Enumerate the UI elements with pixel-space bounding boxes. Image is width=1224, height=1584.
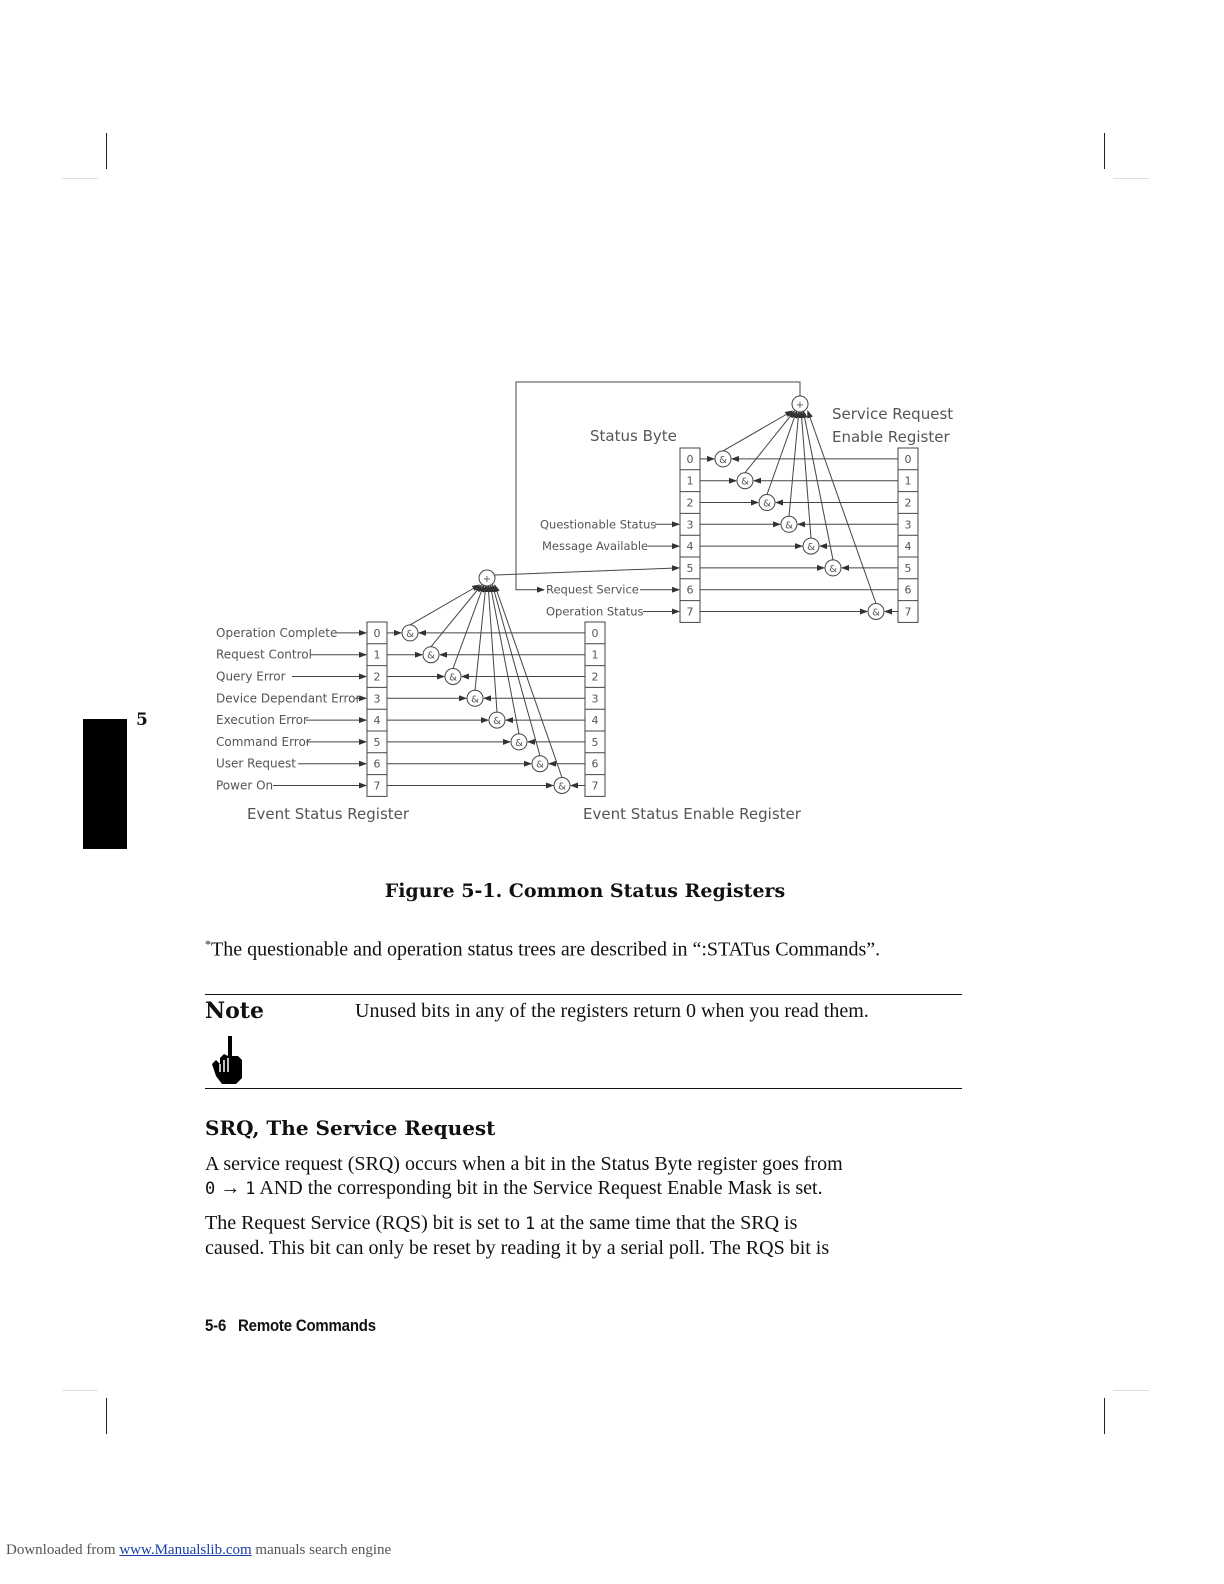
and-to-or-wire: [410, 585, 479, 625]
code-one: 1: [524, 1214, 536, 1234]
footer-title: Remote Commands: [238, 1316, 376, 1335]
register-bit-label: 3: [591, 692, 599, 706]
register-bit-label: 5: [686, 561, 694, 575]
and-gate-symbol: &: [785, 520, 793, 532]
esr-input-label: Operation Complete: [216, 625, 338, 640]
and-gate-symbol: &: [515, 737, 523, 749]
paragraph-text: The Request Service (RQS) bit is set to: [205, 1212, 525, 1234]
or-gate-symbol: +: [795, 400, 805, 411]
and-to-or-wire: [745, 411, 795, 473]
esr-input-label: Execution Error: [216, 713, 308, 728]
register-bit-label: 7: [904, 605, 912, 619]
sb-input-request: Request Service: [546, 582, 639, 597]
crop-mark: [106, 1398, 107, 1434]
note-rule-bottom: [205, 1088, 962, 1089]
rqs-feedback-wire: [516, 382, 800, 590]
esr-summary-wire: [495, 568, 679, 575]
and-to-or-wire: [723, 411, 792, 451]
footnote-text: The questionable and operation status trees are described in “:STATus Commands”.: [211, 938, 881, 961]
register-bit-label: 6: [904, 583, 912, 597]
register-bit-label: 2: [591, 670, 599, 684]
code-one: 1: [245, 1179, 256, 1199]
figure-caption: Figure 5-1. Common Status Registers: [384, 880, 786, 902]
section-heading: SRQ, The Service Request: [205, 1116, 496, 1140]
register-bit-label: 0: [373, 626, 381, 640]
crop-mark: [1104, 1398, 1105, 1434]
register-bit-label: 3: [373, 692, 381, 706]
and-to-or-wire: [801, 411, 811, 538]
and-gate-symbol: &: [829, 563, 837, 575]
register-bit-label: 0: [686, 452, 694, 466]
and-to-or-wire: [475, 585, 486, 690]
register-bit-label: 1: [373, 648, 381, 662]
download-suffix: manuals search engine: [251, 1542, 392, 1558]
esr-title: Event Status Register: [247, 805, 410, 823]
register-bit-label: 4: [373, 714, 381, 728]
register-bit-label: 7: [686, 605, 694, 619]
paragraph-text: at the same time that the SRQ is: [535, 1212, 798, 1234]
and-to-or-wire: [493, 585, 541, 756]
page-number: 5-6: [205, 1316, 227, 1335]
sb-input-message: Message Available: [542, 539, 649, 554]
and-gate-symbol: &: [558, 781, 566, 793]
srer-title-line1: Service Request: [832, 405, 954, 423]
and-gate-symbol: &: [449, 672, 457, 684]
register-bit-label: 6: [591, 757, 599, 771]
paragraph-rqs: [205, 1211, 965, 1260]
paragraph-srq: [205, 1152, 965, 1201]
sb-input-operation: Operation Status: [546, 604, 644, 619]
and-gate-symbol: &: [427, 650, 435, 662]
register-bit-label: 3: [904, 518, 912, 532]
note-rule-top: [205, 994, 962, 995]
and-gate-symbol: &: [406, 628, 414, 640]
code-zero: 0: [205, 1179, 216, 1199]
paragraph-text: A service request (SRQ) occurs when a bit in the Status Byte register goes from: [205, 1153, 843, 1175]
and-gate-symbol: &: [471, 694, 479, 706]
manualslib-link[interactable]: www.Manualslib.com: [119, 1542, 252, 1558]
register-bit-label: 6: [373, 757, 381, 771]
register-bit-label: 0: [904, 452, 912, 466]
and-gate-symbol: &: [872, 607, 880, 619]
esr-input-label: User Request: [216, 756, 296, 771]
page-footer: [205, 1316, 376, 1336]
register-bit-label: 5: [904, 561, 912, 575]
crop-mark: [1113, 1390, 1149, 1391]
esr-input-label: Query Error: [216, 669, 286, 684]
register-bit-label: 1: [686, 474, 694, 488]
register-bit-label: 3: [686, 518, 694, 532]
eser-title: Event Status Enable Register: [583, 805, 801, 823]
esr-input-label: Request Control: [216, 647, 312, 662]
footnote-mark: *: [205, 937, 211, 951]
register-bit-label: 2: [686, 496, 694, 510]
arrow-glyph: →: [220, 1177, 241, 1199]
esr-input-label: Device Dependant Error: [216, 691, 361, 706]
register-bit-label: 7: [373, 779, 381, 793]
register-bit-label: 2: [904, 496, 912, 510]
esr-input-label: Power On: [216, 778, 274, 793]
status-byte-title: Status Byte: [590, 427, 677, 445]
pointing-hand-icon: [208, 1034, 248, 1086]
and-to-or-wire: [803, 411, 833, 560]
register-bit-label: 4: [686, 540, 694, 554]
and-gate-symbol: &: [536, 759, 544, 771]
crop-mark: [62, 1390, 98, 1391]
srer-title-line2: Enable Register: [832, 428, 950, 446]
paragraph-text: caused. This bit can only be reset by reading it by a serial poll. The RQS bit is: [205, 1237, 830, 1259]
and-gate-symbol: &: [719, 454, 727, 466]
paragraph-text: AND the corresponding bit in the Service Request Enable Mask is set.: [255, 1177, 823, 1199]
note-text: Unused bits in any of the registers return 0 when you read them.: [355, 1000, 869, 1022]
footnote: [205, 932, 905, 962]
register-bit-label: 4: [591, 714, 599, 728]
and-to-or-wire: [488, 585, 497, 712]
register-bit-label: 7: [591, 779, 599, 793]
register-bit-label: 4: [904, 540, 912, 554]
esr-input-label: Command Error: [216, 734, 311, 749]
register-bit-label: 6: [686, 583, 694, 597]
and-gate-symbol: &: [807, 542, 815, 554]
and-to-or-wire: [789, 411, 799, 516]
download-prefix: Downloaded from: [6, 1542, 120, 1558]
and-gate-symbol: &: [763, 498, 771, 510]
download-notice: [6, 1542, 391, 1559]
and-to-or-wire: [490, 585, 519, 734]
or-gate-symbol: +: [482, 574, 492, 585]
sb-input-questionable: Questionable Status: [540, 517, 657, 532]
register-bit-label: 0: [591, 626, 599, 640]
register-bit-label: 5: [373, 735, 381, 749]
and-gate-symbol: &: [493, 716, 501, 728]
register-bit-label: 2: [373, 670, 381, 684]
and-gate-symbol: &: [741, 476, 749, 488]
register-bit-label: 5: [591, 735, 599, 749]
and-to-or-wire: [431, 585, 482, 647]
register-bit-label: 1: [904, 474, 912, 488]
note-label: Note: [205, 998, 264, 1024]
chapter-number: 5: [136, 710, 148, 730]
register-bit-label: 1: [591, 648, 599, 662]
